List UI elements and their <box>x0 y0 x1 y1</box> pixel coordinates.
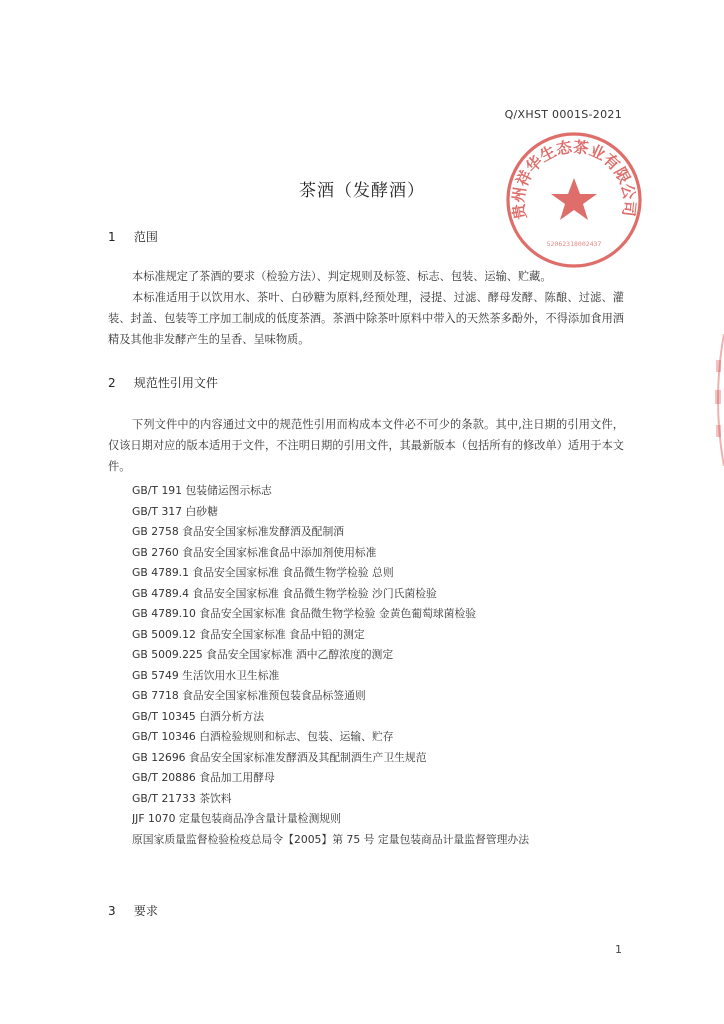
reference-item: JJF 1070 定量包装商品净含量计量检测规则 <box>132 812 341 825</box>
reference-item: 原国家质量监督检验检疫总局令【2005】第 75 号 定量包装商品计量监督管理办法 <box>132 832 530 846</box>
reference-list <box>132 481 632 850</box>
section-3-heading <box>108 902 158 919</box>
reference-item: GB 4789.10 食品安全国家标准 食品微生物学检验 金黄色葡萄球菌检验 <box>132 607 477 620</box>
reference-item: GB 4789.1 食品安全国家标准 食品微生物学检验 总则 <box>132 566 394 579</box>
section-2-number: 2 <box>108 376 116 390</box>
reference-item: GB/T 21733 茶饮料 <box>132 791 232 805</box>
section-3-number: 3 <box>108 904 116 918</box>
reference-item: GB 2760 食品安全国家标准食品中添加剂使用标准 <box>132 545 377 559</box>
section-1-title: 范围 <box>133 230 158 244</box>
reference-item: GB/T 191 包装储运图示标志 <box>132 484 272 497</box>
reference-item: GB/T 10346 白酒检验规则和标志、包装、运输、贮存 <box>132 730 394 743</box>
reference-item: GB 12696 食品安全国家标准发酵酒及其配制酒生产卫生规范 <box>132 750 427 764</box>
section-2-intro-text: 下列文件中的内容通过文中的规范性引用而构成本文件必不可少的条款。其中,注日期的引用文件，仅该日期对应的版本适用于文件，不注明日期的引用文件，其最新版本（包括所有的修改单）适用于本文件。 <box>108 418 624 473</box>
section-3-title: 要求 <box>133 904 158 918</box>
reference-item: GB/T 10345 白酒分析方法 <box>132 709 264 723</box>
reference-item: GB 5009.12 食品安全国家标准 食品中铅的测定 <box>132 627 365 641</box>
reference-item: GB 5749 生活饮用水卫生标准 <box>132 668 280 682</box>
reference-item: GB 5009.225 食品安全国家标准 酒中乙醇浓度的测定 <box>132 648 394 661</box>
section-1-paragraph: 本标准适用于以饮用水、茶叶、白砂糖为原料,经预处理，浸提、过滤、酵母发酵、陈酿、过滤、灌装、封盖、包装等工序加工制成的低度茶酒。茶酒中除茶叶原料中带入的天然茶多酚外，不得添加食用酒精及其他非发酵产生的呈香、呈味物质。 <box>108 291 624 346</box>
seal-serial: 52062318002437 <box>546 240 602 248</box>
edge-seal-fragment <box>710 330 724 470</box>
section-2-heading <box>108 374 218 391</box>
document-title: 茶酒（发酵酒） <box>299 181 425 201</box>
section-1-paragraph: 本标准规定了茶酒的要求（检验方法）、判定规则及标签、标志、包装、运输、贮藏。 <box>132 270 552 283</box>
section-2-intro <box>108 414 624 477</box>
reference-item: GB 4789.4 食品安全国家标准 食品微生物学检验 沙门氏菌检验 <box>132 586 437 600</box>
document-code: Q/XHST 0001S-2021 <box>504 108 622 121</box>
reference-item: GB/T 20886 食品加工用酵母 <box>132 771 275 784</box>
reference-item: GB 2758 食品安全国家标准发酵酒及配制酒 <box>132 525 345 538</box>
section-2-title: 规范性引用文件 <box>133 376 218 390</box>
section-1-heading <box>108 228 158 245</box>
reference-item: GB/T 317 白砂糖 <box>132 504 218 518</box>
page-number: 1 <box>615 943 622 956</box>
section-1-body <box>108 266 624 350</box>
section-1-number: 1 <box>108 230 116 244</box>
seal-text: 贵州祥华生态茶业有限公司 <box>509 137 639 221</box>
reference-item: GB 7718 食品安全国家标准预包装食品标签通则 <box>132 689 366 702</box>
